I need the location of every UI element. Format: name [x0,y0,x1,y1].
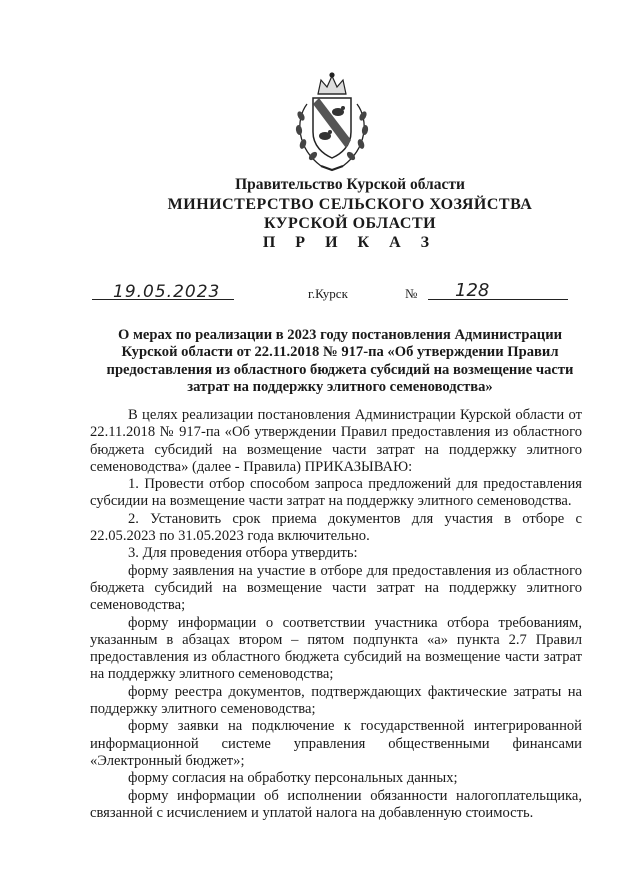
order-heading: П Р И К А З [262,234,438,251]
number-sign: № [405,286,418,301]
body-paragraph: форму информации о соответствии участника отбора требованиям, указанным в абзацах втором – пятом подпункта «а» пункта 2.7 Правил предоставления из областного бюджета субсидий на возмещение части затрат на поддержку элитного семеноводства; [90,614,582,683]
body-paragraph: форму реестра документов, подтверждающих фактические затраты на поддержку элитного семеноводства; [90,683,582,718]
body-paragraph: форму заявления на участие в отборе для предоставления из областного бюджета субсидий на возмещение части затрат на поддержку элитного семеноводства; [90,562,582,614]
body-paragraph: 3. Для проведения отбора утвердить: [128,545,358,562]
body-paragraph: В целях реализации постановления Администрации Курской области от 22.11.2018 № 917-па «Об утверждении Правил предоставления из областного бюджета субсидий на возмещение части затрат на поддержку элитного семеноводства» (далее - Правила) ПРИКАЗЫВАЮ: [90,407,582,475]
body-paragraph: форму заявки на подключение к государственной интегрированной информационной системе управления общественными финансами «Электронный бюджет»; [90,718,582,769]
number-underline [428,299,568,300]
ministry-heading: МИНИСТЕРСТВО СЕЛЬСКОГО ХОЗЯЙСТВА [167,196,533,213]
government-heading: Правительство Курской области [235,176,465,193]
city-label: г.Курск [308,286,348,301]
body-paragraph: 2. Установить срок приема документов для участия в отборе с 22.05.2023 по 31.05.2023 года включительно. [90,510,582,545]
body-paragraph: форму согласия на обработку персональных данных; [128,770,458,787]
order-date: 19.05.2023 [113,282,221,302]
order-body [90,407,582,822]
order-number: 128 [455,280,490,301]
region-heading: КУРСКОЙ ОБЛАСТИ [263,215,437,232]
order-title: О мерах по реализации в 2023 году постановления Администрации Курской области от 22.11.2018 № 917-па «Об утверждении Правил предоставления из областного бюджета субсидий на возмещение части затрат на поддержку элитного семеноводства» [106,327,574,395]
body-paragraph: форму информации об исполнении обязанности налогоплательщика, связанной с исчислением и уплатой налога на добавленную стоимость. [90,787,582,821]
coat-of-arms-emblem [291,70,373,174]
body-paragraph: 1. Провести отбор способом запроса предложений для предоставления субсидии на возмещение части затрат на поддержку элитного семеноводства. [90,476,582,510]
